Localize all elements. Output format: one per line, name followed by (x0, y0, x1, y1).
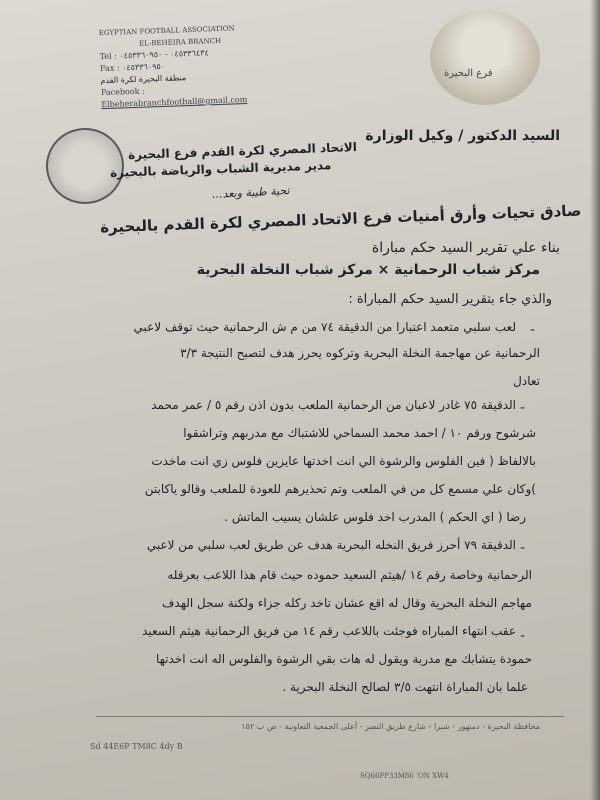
email-line: Elbeherabranchfootball@gmail.com (101, 95, 248, 110)
report-intro: والذي جاء بتقرير السيد حكم المباراة : (348, 292, 552, 307)
bullet-dash-1: - (530, 322, 536, 338)
footer-small: SQ66PP33M86 'ON XW4 (360, 772, 449, 780)
paragraph-1-line-1: لعب سلبي متعمد اعتبارا من الدقيقة ٧٤ من م ش الرحمانية حيث توقف لاعبي (133, 320, 516, 334)
footer-numbers: Sd 44E6P TM8C 4dy B (90, 742, 183, 751)
paragraph-2-line-2: شرشوح ورقم ١٠ / احمد محمد السماحي للاشتباك مع مدربهم وتراشقوا (183, 426, 536, 440)
fax-line: Fax : ٠٤٥٣٣٦٠٩٥٠ (99, 61, 166, 74)
intro-line: بناء علي تقرير السيد حكم مباراة (371, 240, 560, 256)
stamp-header: الاتحاد المصري لكرة القدم فرع البحيرة (127, 140, 358, 162)
branch-name-en: EL-BEHEIRA BRANCH (139, 36, 222, 48)
paragraph-4-line-3: علما بان المباراة انتهت ٣/٥ لصالح النخلة البحرية . (282, 680, 528, 694)
association-crest-watermark (430, 10, 540, 105)
footer-rule (96, 716, 564, 717)
paragraph-4-line-2: حمودة يتشابك مع مدربة ويقول له هات بقي الرشوة والفلوس اله انت اخدتها (155, 652, 532, 666)
paragraph-2-line-1: الدقيقة ٧٥ غادر لاعبان من الرحمانية الملعب بدون اذن رقم ٥ / عمر محمد (151, 398, 516, 412)
paragraph-3-line-3: مهاجم النخلة البحرية وقال له اقع عشان تاخد ركله جزاء ولكنة سجل الهدف (161, 596, 532, 610)
branch-label-top: فرع البحيرة (444, 68, 493, 79)
bullet-dash-4: - (520, 628, 526, 644)
bullet-dash-3: - (520, 540, 526, 556)
facebook-line: Facebook : (100, 86, 145, 98)
association-name-en: EGYPTIAN FOOTBALL ASSOCIATION (98, 24, 235, 38)
paragraph-2-line-5: رضا ( اي الحكم ) المدرب اخد فلوس علشان يسيب الماتش . (224, 510, 526, 524)
match-title: مركز شباب الرحمانية × مركز شباب النخلة البحرية (196, 262, 540, 278)
arabic-org-line: منطقة البحيرة لكرة القدم (100, 73, 187, 86)
paragraph-2-line-3: بالالفاظ ( فين الفلوس والرشوة الي انت اخدتها عايزين فلوس زي انت ماخدت (151, 454, 536, 468)
greeting: تحية طيبة وبعد... (211, 183, 290, 202)
footer-address: محافظة البحيرة - دمنهور - شبرا - شارع طريق النصر - أعلى الجمعية التعاونية - ص ب ١٥٢ (241, 722, 540, 731)
bullet-dash-2: - (520, 400, 526, 416)
paragraph-4-line-1: عقب انتهاء المباراه فوجئت باللاعب رقم ١٤ من فريق الرحمانية هيثم السعيد (142, 624, 516, 638)
page-shadow (590, 0, 600, 800)
paragraph-1-line-3: تعادل (513, 374, 540, 388)
paragraph-3-line-1: الدقيقة ٧٩ أحرز فريق النخله البحرية هدف عن طريق لعب سلبي من لاعبي (146, 538, 516, 552)
paragraph-2-line-4: )وكان علي مسمع كل من في الملعب وتم تحذيرهم للعودة للملعب وقالو ياكابتن (144, 482, 536, 496)
addressee: السيد الدكتور / وكيل الوزارة (365, 128, 560, 144)
letterhead-english (99, 21, 282, 111)
paragraph-1-line-2: الرحمانية عن مهاجمة النخلة البحرية وتركوه يحرز هدف لتصبح النتيجة ٣/٣ (180, 346, 540, 360)
handwritten-note: صادق تحيات وأرق أمنيات فرع الاتحاد المصري لكرة القدم بالبحيرة (99, 201, 582, 237)
paragraph-3-line-2: الرحمانية وخاصة رقم ١٤ /هيثم السعيد حموده حيث قام هذا اللاعب بعرقله (167, 568, 532, 582)
recipient-line: مدير مديرية الشباب والرياضة بالبحيرة (109, 158, 332, 180)
tel-line: Tel : ٠٤٥٣٣٦٤٣٤ - ٠٤٥٣٣٦٠٩٥٠ (99, 48, 209, 62)
